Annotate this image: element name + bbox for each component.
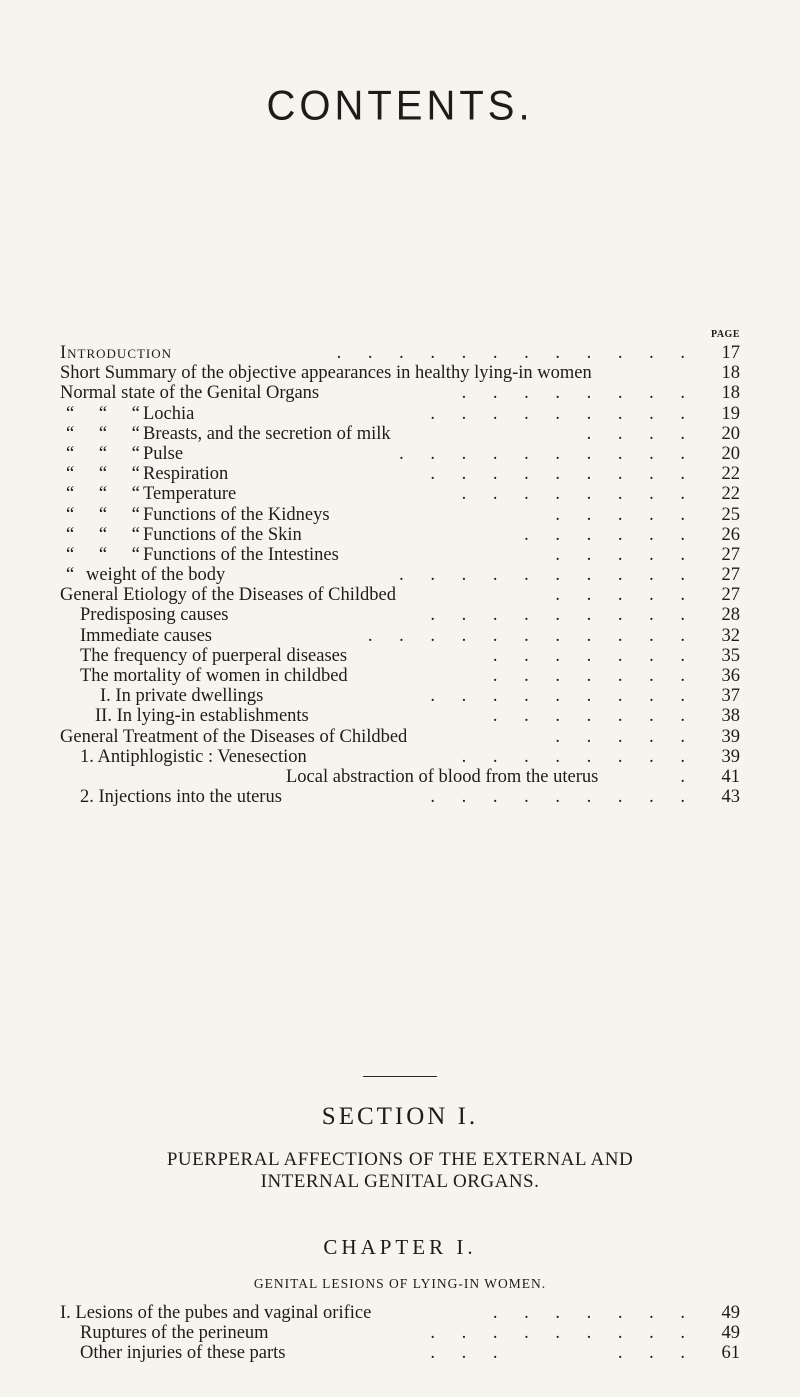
toc-entry-page: 41 bbox=[721, 766, 740, 787]
divider-rule bbox=[363, 1076, 437, 1077]
toc-entry-page: 27 bbox=[721, 585, 740, 606]
ditto-marks: “ “ “ bbox=[66, 443, 150, 464]
toc-entry-page: 28 bbox=[721, 605, 740, 626]
dot-leader: . bbox=[680, 766, 696, 787]
toc-entry-page: 36 bbox=[721, 666, 740, 686]
toc-entry[interactable] bbox=[60, 1343, 740, 1363]
toc-entry[interactable] bbox=[60, 706, 740, 726]
toc-entry-page: 20 bbox=[721, 443, 740, 464]
toc-entry-page: 25 bbox=[721, 504, 740, 525]
toc-entry-label: weight of the body bbox=[86, 565, 226, 586]
section-heading: SECTION I. bbox=[321, 1103, 479, 1130]
toc-entry-label: The frequency of puerperal diseases bbox=[80, 645, 348, 666]
toc-entry-label: Functions of the Skin bbox=[143, 524, 302, 545]
toc-entry-page: 26 bbox=[721, 524, 740, 545]
dot-leader: . . . . . . bbox=[430, 1343, 696, 1364]
toc-entry-label: Ruptures of the perineum bbox=[80, 1323, 269, 1344]
toc-entry[interactable] bbox=[60, 343, 740, 363]
ditto-marks: “ “ “ bbox=[66, 464, 150, 485]
dot-leader: . . . . . . . bbox=[492, 1303, 696, 1323]
toc-entry-label: Predisposing causes bbox=[80, 605, 229, 626]
toc-entry[interactable] bbox=[60, 686, 740, 706]
toc-entry-page: 17 bbox=[721, 343, 740, 363]
toc-entry-label: Other injuries of these parts bbox=[80, 1343, 286, 1364]
ditto-marks: “ “ “ bbox=[66, 544, 150, 565]
toc-entry-label: Functions of the Intestines bbox=[143, 544, 339, 565]
toc-entry[interactable] bbox=[60, 747, 740, 767]
dot-leader: . . . . . . . . . bbox=[430, 1323, 696, 1344]
toc-entry[interactable] bbox=[60, 363, 740, 383]
ditto-marks: “ “ “ bbox=[66, 524, 150, 545]
toc-entry-page: 20 bbox=[721, 423, 740, 444]
dot-leader: . . . . . . . . . bbox=[430, 787, 696, 808]
toc-entry-page: 39 bbox=[721, 726, 740, 747]
dot-leader: . . . . . . . . bbox=[461, 484, 696, 505]
toc-entry-page: 19 bbox=[721, 403, 740, 424]
chapter-heading: CHAPTER I. bbox=[323, 1235, 477, 1259]
section-title-line: PUERPERAL AFFECTIONS OF THE EXTERNAL AND bbox=[166, 1149, 634, 1170]
toc-entry[interactable] bbox=[60, 605, 740, 625]
toc-entry[interactable] bbox=[60, 505, 740, 525]
toc-entry-page: 27 bbox=[721, 544, 740, 565]
toc-entry-page: 37 bbox=[721, 686, 740, 707]
toc-entry[interactable] bbox=[60, 585, 740, 605]
ditto-marks: “ bbox=[66, 565, 75, 586]
toc-entry-label: 2. Injections into the uterus bbox=[80, 787, 282, 808]
toc-entry-label: Immediate causes bbox=[80, 625, 213, 646]
contents-list bbox=[60, 343, 740, 807]
dot-leader: . . . . . bbox=[555, 504, 696, 525]
dot-leader: . . . . . bbox=[555, 585, 696, 606]
toc-entry-page: 43 bbox=[721, 787, 740, 808]
toc-entry-label: The mortality of women in childbed bbox=[80, 666, 348, 686]
toc-entry[interactable] bbox=[60, 545, 740, 565]
toc-entry[interactable] bbox=[60, 626, 740, 646]
toc-entry-page: 27 bbox=[721, 565, 740, 586]
toc-entry-label: II. In lying-in establishments bbox=[95, 706, 309, 727]
toc-entry[interactable] bbox=[60, 1303, 740, 1323]
dot-leader: . . . . . . . . . . bbox=[399, 443, 696, 464]
chapter-contents-list bbox=[60, 1303, 740, 1364]
toc-entry-page: 18 bbox=[721, 363, 740, 384]
dot-leader: . . . . . bbox=[555, 544, 696, 565]
dot-leader: . . . . . bbox=[555, 726, 696, 747]
toc-entry-label: Local abstraction of blood from the uterus bbox=[286, 766, 599, 787]
toc-entry-page: 18 bbox=[721, 383, 740, 404]
toc-entry-page: 35 bbox=[721, 645, 740, 666]
dot-leader: . . . . . . . . . bbox=[430, 686, 696, 707]
ditto-marks: “ “ “ bbox=[66, 504, 150, 525]
dot-leader: . . . . . . . . . bbox=[430, 464, 696, 485]
dot-leader: . . . . . . . . . . bbox=[399, 565, 696, 586]
toc-entry[interactable] bbox=[60, 404, 740, 424]
dot-leader: . . . . . . . . . bbox=[430, 605, 696, 626]
dot-leader: . . . . bbox=[586, 423, 696, 444]
dot-leader: . . . . . . bbox=[524, 524, 696, 545]
toc-entry-label: Temperature bbox=[143, 484, 237, 505]
section-title bbox=[0, 1149, 800, 1193]
toc-entry-page: 49 bbox=[721, 1303, 740, 1323]
toc-entry[interactable] bbox=[60, 424, 740, 444]
toc-entry[interactable] bbox=[60, 727, 740, 747]
toc-entry-label: Lochia bbox=[143, 403, 195, 424]
toc-entry[interactable] bbox=[60, 464, 740, 484]
ditto-marks: “ “ “ bbox=[66, 403, 150, 424]
toc-entry-page: 39 bbox=[721, 746, 740, 767]
page-column-heading: PAGE bbox=[710, 329, 740, 340]
toc-entry[interactable] bbox=[60, 444, 740, 464]
dot-leader: . . . . . . . bbox=[492, 706, 696, 727]
ditto-marks: “ “ “ bbox=[66, 484, 150, 505]
toc-entry[interactable] bbox=[60, 1323, 740, 1343]
toc-entry-label: Normal state of the Genital Organs bbox=[60, 383, 320, 404]
toc-entry-label: General Etiology of the Diseases of Childbed bbox=[60, 585, 396, 606]
toc-entry[interactable] bbox=[60, 525, 740, 545]
toc-entry[interactable] bbox=[60, 383, 740, 403]
dot-leader: . . . . . . . . bbox=[461, 746, 696, 767]
toc-entry-page: 61 bbox=[721, 1343, 740, 1364]
toc-entry[interactable] bbox=[60, 565, 740, 585]
ditto-marks: “ “ “ bbox=[66, 423, 150, 444]
toc-entry-label: General Treatment of the Diseases of Childbed bbox=[60, 726, 408, 747]
toc-entry[interactable] bbox=[60, 484, 740, 504]
toc-entry-label: Breasts, and the secretion of milk bbox=[143, 423, 391, 444]
toc-entry-label: Respiration bbox=[143, 464, 229, 485]
section-title-line: INTERNAL GENITAL ORGANS. bbox=[260, 1171, 540, 1192]
dot-leader: . . . . . . . . . bbox=[430, 403, 696, 424]
page-title: CONTENTS. bbox=[266, 82, 534, 130]
toc-entry-page: 32 bbox=[721, 625, 740, 646]
toc-entry-label: Introduction bbox=[60, 343, 173, 363]
chapter-subtitle: GENITAL LESIONS OF LYING-IN WOMEN. bbox=[253, 1276, 547, 1291]
toc-entry-label: Functions of the Kidneys bbox=[143, 504, 330, 525]
toc-entry-page: 49 bbox=[721, 1323, 740, 1344]
toc-entry-label: I. In private dwellings bbox=[100, 686, 264, 707]
dot-leader: . . . . . . . . . . . bbox=[367, 625, 696, 646]
toc-entry[interactable] bbox=[60, 787, 740, 807]
toc-entry-label: I. Lesions of the pubes and vaginal orifice bbox=[60, 1303, 372, 1323]
toc-entry-page: 22 bbox=[721, 484, 740, 505]
dot-leader: . . . . . . . . . . . . bbox=[336, 343, 696, 363]
toc-entry[interactable] bbox=[60, 767, 740, 787]
dot-leader: . . . . . . . . bbox=[461, 383, 696, 404]
toc-entry-label: 1. Antiphlogistic : Venesection bbox=[80, 746, 307, 767]
dot-leader: . . . . . . . bbox=[492, 645, 696, 666]
toc-entry-page: 38 bbox=[721, 706, 740, 727]
toc-entry[interactable] bbox=[60, 666, 740, 686]
dot-leader: . . . . . . . bbox=[492, 666, 696, 686]
toc-entry-page: 22 bbox=[721, 464, 740, 485]
toc-entry-label: Pulse bbox=[143, 443, 184, 464]
toc-entry[interactable] bbox=[60, 646, 740, 666]
toc-entry-label: Short Summary of the objective appearances in healthy lying-in women bbox=[60, 363, 592, 384]
